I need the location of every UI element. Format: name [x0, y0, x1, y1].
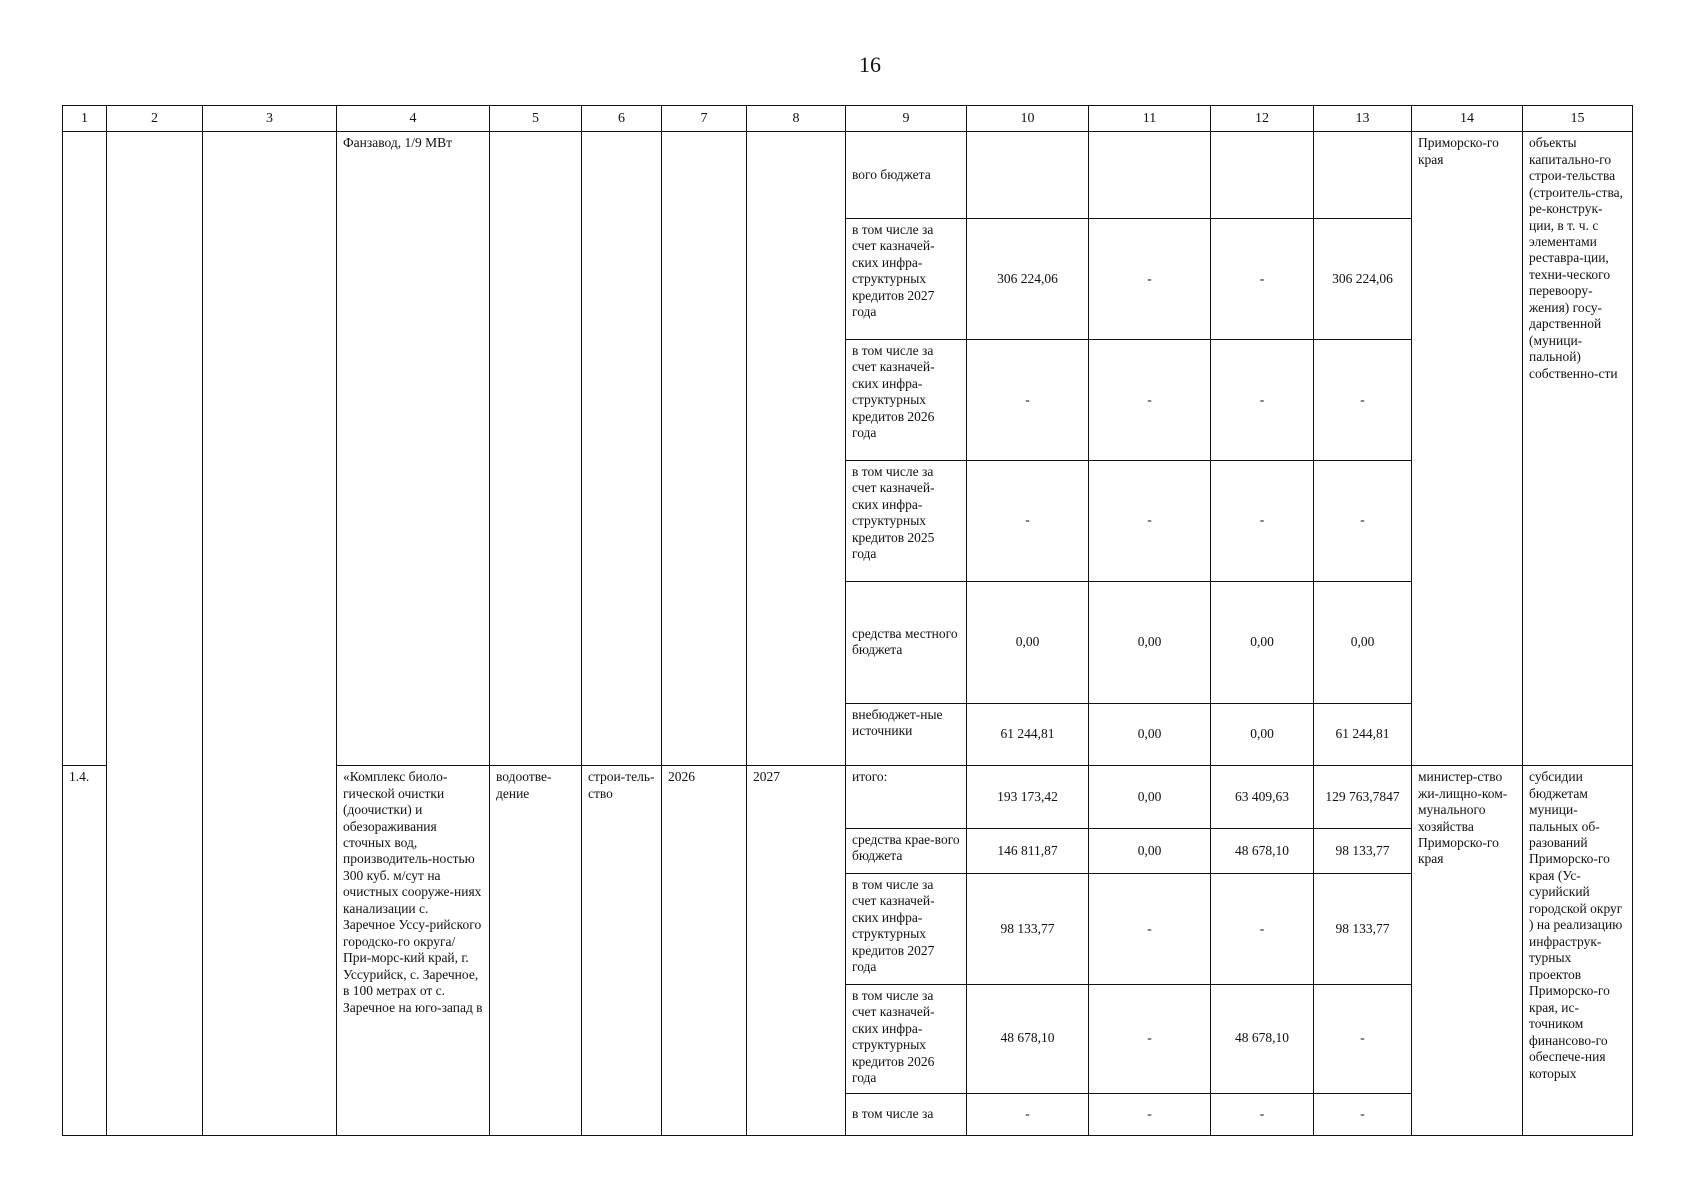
funding-source-label: средства местного бюджета	[846, 581, 967, 703]
funding-source-label: в том числе за счет казначей-ских инфра-структурных кредитов 2027 года	[846, 218, 967, 339]
value-cell: 0,00	[1089, 703, 1211, 765]
value-cell: -	[1314, 460, 1412, 581]
value-cell: 63 409,63	[1211, 766, 1314, 828]
value-cell: -	[967, 339, 1089, 460]
funding-source-label: итого:	[846, 766, 967, 828]
col-header: 7	[662, 106, 747, 132]
cell-col3	[203, 132, 337, 1136]
object-name: «Комплекс биоло-гической очистки (доочистки) и обезораживания сточных вод, производитель-ностью 300 куб. м/сут на очистных сооруже-ниях канализации с. Заречное Уссу-рийского городско-го округа/При-морс-кий край, г. Уссурийск, с. Заречное, в 100 метрах от с. Заречное на юго-запад в	[337, 766, 490, 1136]
value-cell: 0,00	[967, 581, 1089, 703]
value-cell: 0,00	[1211, 581, 1314, 703]
value-cell: -	[1089, 984, 1211, 1093]
value-cell: 0,00	[1089, 766, 1211, 828]
col-header: 10	[967, 106, 1089, 132]
value-cell: -	[1089, 1093, 1211, 1135]
value-cell: 306 224,06	[1314, 218, 1412, 339]
col-header: 1	[63, 106, 107, 132]
value-cell: 61 244,81	[967, 703, 1089, 765]
funding-source-label: в том числе за	[846, 1093, 967, 1135]
value-cell: 61 244,81	[1314, 703, 1412, 765]
industry: водоотве-дение	[490, 766, 582, 1136]
value-cell: 98 133,77	[1314, 873, 1412, 984]
value-cell: -	[1314, 1093, 1412, 1135]
value-cell: -	[1314, 339, 1412, 460]
work-type: строи-тель-ство	[582, 766, 662, 1136]
object-name: Фанзавод, 1/9 МВт	[337, 132, 490, 766]
funding-source-label: в том числе за счет казначей-ских инфра-структурных кредитов 2026 года	[846, 984, 967, 1093]
col-header: 12	[1211, 106, 1314, 132]
col-header: 3	[203, 106, 337, 132]
value-cell: 48 678,10	[967, 984, 1089, 1093]
start-year: 2026	[662, 766, 747, 1136]
value-cell	[1211, 132, 1314, 219]
col-header: 11	[1089, 106, 1211, 132]
cell-col7	[662, 132, 747, 766]
item-number: 1.4.	[63, 766, 107, 1136]
col-header: 14	[1412, 106, 1523, 132]
value-cell: -	[1089, 873, 1211, 984]
value-cell: 193 173,42	[967, 766, 1089, 828]
value-cell: 48 678,10	[1211, 828, 1314, 873]
cell-col2	[107, 132, 203, 1136]
cell-number	[63, 132, 107, 766]
value-cell: 48 678,10	[1211, 984, 1314, 1093]
column-number-row	[63, 106, 1633, 132]
responsible-authority: Приморско-го края	[1412, 132, 1523, 766]
value-cell: -	[1211, 218, 1314, 339]
value-cell: 98 133,77	[967, 873, 1089, 984]
value-cell: -	[1211, 1093, 1314, 1135]
funding-source-label: в том числе за счет казначей-ских инфра-структурных кредитов 2027 года	[846, 873, 967, 984]
value-cell: -	[1211, 873, 1314, 984]
value-cell: -	[967, 1093, 1089, 1135]
value-cell	[1314, 132, 1412, 219]
value-cell: 0,00	[1089, 828, 1211, 873]
value-cell	[967, 132, 1089, 219]
value-cell: 0,00	[1089, 581, 1211, 703]
cell-col8	[747, 132, 846, 766]
value-cell: -	[1211, 339, 1314, 460]
value-cell: -	[1314, 984, 1412, 1093]
funding-source-label: в том числе за счет казначей-ских инфра-структурных кредитов 2025 года	[846, 460, 967, 581]
col-header: 2	[107, 106, 203, 132]
value-cell: 98 133,77	[1314, 828, 1412, 873]
cell-col6	[582, 132, 662, 766]
value-cell: -	[1089, 218, 1211, 339]
value-cell: -	[1089, 460, 1211, 581]
col-header: 13	[1314, 106, 1412, 132]
col-header: 9	[846, 106, 967, 132]
responsible-authority: министер-ство жи-лищно-ком-мунального хозяйства Приморско-го края	[1412, 766, 1523, 1136]
value-cell: -	[1089, 339, 1211, 460]
value-cell: -	[1211, 460, 1314, 581]
object-category: субсидии бюджетам муници-пальных об-разований Приморско-го края (Ус-сурийский городской округ ) на реализацию инфраструк-турных проектов Приморско-го края, ис-точником финансово-го обеспече-ния которых	[1523, 766, 1633, 1136]
col-header: 6	[582, 106, 662, 132]
funding-source-label: средства крае-вого бюджета	[846, 828, 967, 873]
value-cell: 0,00	[1211, 703, 1314, 765]
col-header: 8	[747, 106, 846, 132]
col-header: 4	[337, 106, 490, 132]
funding-source-label: в том числе за счет казначей-ских инфра-структурных кредитов 2026 года	[846, 339, 967, 460]
value-cell: 146 811,87	[967, 828, 1089, 873]
end-year: 2027	[747, 766, 846, 1136]
value-cell: -	[967, 460, 1089, 581]
col-header: 5	[490, 106, 582, 132]
object-category: объекты капитально-го строи-тельства (строитель-ства, ре-конструк-ции, в т. ч. с элементами реставра-ции, техни-ческого перевоору-жения) госу-дарственной (муници-пальной) собственно-сти	[1523, 132, 1633, 766]
col-header: 15	[1523, 106, 1633, 132]
financing-table	[62, 105, 1633, 1136]
page-number: 16	[859, 52, 881, 77]
funding-source-label: вого бюджета	[846, 132, 967, 219]
value-cell: 306 224,06	[967, 218, 1089, 339]
table-row	[63, 132, 1633, 219]
cell-col5	[490, 132, 582, 766]
value-cell: 0,00	[1314, 581, 1412, 703]
value-cell	[1089, 132, 1211, 219]
value-cell: 129 763,7847	[1314, 766, 1412, 828]
funding-source-label: внебюджет-ные источники	[846, 703, 967, 765]
